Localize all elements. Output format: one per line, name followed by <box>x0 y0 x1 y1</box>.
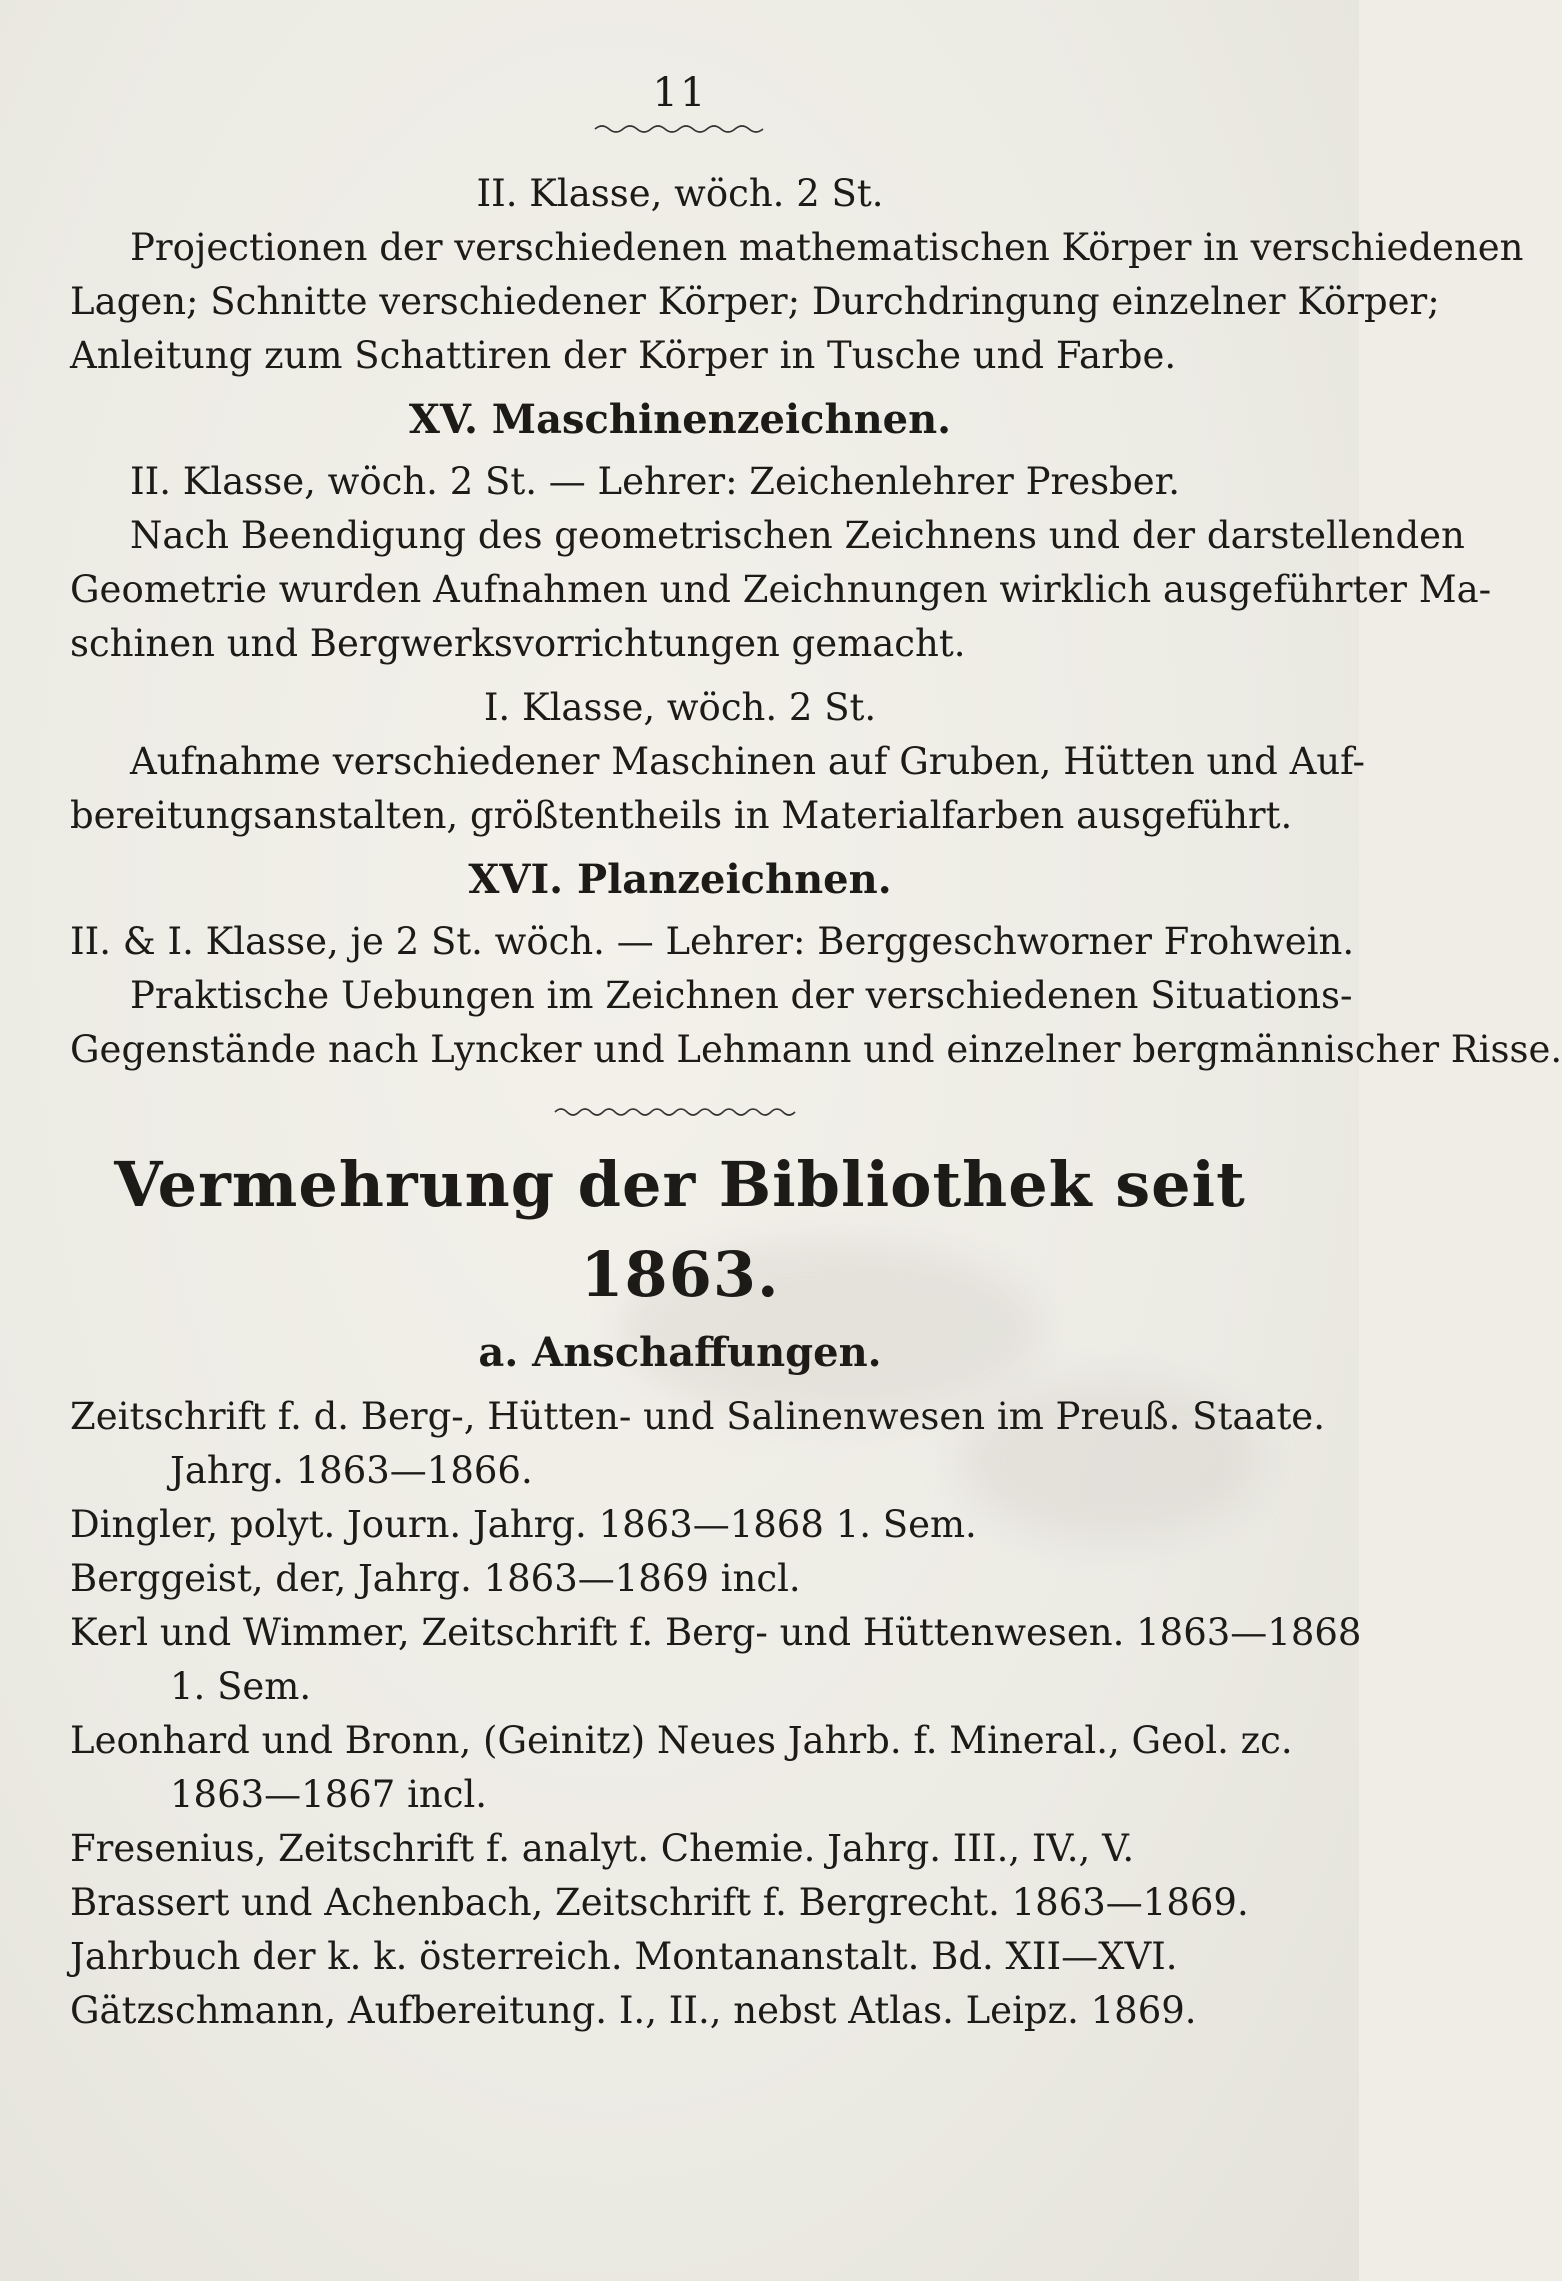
text-line: Gegenstände nach Lyncker und Lehmann und einzelner bergmännischer Risse. <box>70 1028 1562 1071</box>
library-entry-continuation: 1. Sem. <box>170 1665 312 1708</box>
class-line: I. Klasse, wöch. 2 St. <box>483 686 877 729</box>
library-entry-continuation: 1863—1867 incl. <box>170 1773 488 1816</box>
text-line: Geometrie wurden Aufnahmen und Zeichnungen wirklich ausgeführter Ma- <box>70 568 1492 611</box>
library-entry: Berggeist, der, Jahrg. 1863—1869 incl. <box>70 1557 801 1600</box>
text-line: schinen und Bergwerksvorrichtungen gemacht. <box>70 622 966 665</box>
library-entry: Leonhard und Bronn, (Geinitz) Neues Jahrb. f. Mineral., Geol. zc. <box>70 1719 1293 1762</box>
library-entry-continuation: Jahrg. 1863—1866. <box>170 1449 533 1492</box>
class-teacher-line: II. Klasse, wöch. 2 St. — Lehrer: Zeichenlehrer Presber. <box>130 460 1181 503</box>
library-entry: Kerl und Wimmer, Zeitschrift f. Berg- und Hüttenwesen. 1863—1868 <box>70 1611 1362 1654</box>
section-heading: XVI. Planzeichnen. <box>468 856 892 903</box>
section-heading: XV. Maschinenzeichnen. <box>408 396 952 443</box>
ornament-wave <box>70 120 1290 139</box>
library-title: Vermehrung der Bibliothek seit 1863. <box>114 1148 1246 1311</box>
text-line: bereitungsanstalten, größtentheils in Materialfarben ausgeführt. <box>70 794 1293 837</box>
text-line: Lagen; Schnitte verschiedener Körper; Durchdringung einzelner Körper; <box>70 280 1440 323</box>
library-subtitle: a. Anschaffungen. <box>478 1329 882 1376</box>
ornament-divider <box>70 1103 1290 1122</box>
text-line: Praktische Uebungen im Zeichnen der verschiedenen Situations- <box>130 974 1353 1017</box>
page-number: 11 <box>652 70 708 116</box>
library-entry: Brassert und Achenbach, Zeitschrift f. Bergrecht. 1863—1869. <box>70 1881 1249 1924</box>
text-line: Anleitung zum Schattiren der Körper in Tusche und Farbe. <box>70 334 1177 377</box>
class-teacher-line: II. & I. Klasse, je 2 St. wöch. — Lehrer: Berggeschworner Frohwein. <box>70 920 1355 963</box>
text-line: Projectionen der verschiedenen mathematischen Körper in verschiedenen <box>130 226 1524 269</box>
library-entry: Jahrbuch der k. k. österreich. Montananstalt. Bd. XII—XVI. <box>70 1935 1178 1978</box>
class-line: II. Klasse, wöch. 2 St. <box>476 172 884 215</box>
library-entry: Zeitschrift f. d. Berg-, Hütten- und Salinenwesen im Preuß. Staate. <box>70 1395 1325 1438</box>
library-entry: Gätzschmann, Aufbereitung. I., II., nebst Atlas. Leipz. 1869. <box>70 1989 1197 2032</box>
library-entry: Dingler, polyt. Journ. Jahrg. 1863—1868 1. Sem. <box>70 1503 977 1546</box>
library-entry: Fresenius, Zeitschrift f. analyt. Chemie. Jahrg. III., IV., V. <box>70 1827 1135 1870</box>
text-line: Aufnahme verschiedener Maschinen auf Gruben, Hütten und Auf- <box>130 740 1366 783</box>
text-line: Nach Beendigung des geometrischen Zeichnens und der darstellenden <box>130 514 1465 557</box>
page-content <box>70 70 1562 2038</box>
